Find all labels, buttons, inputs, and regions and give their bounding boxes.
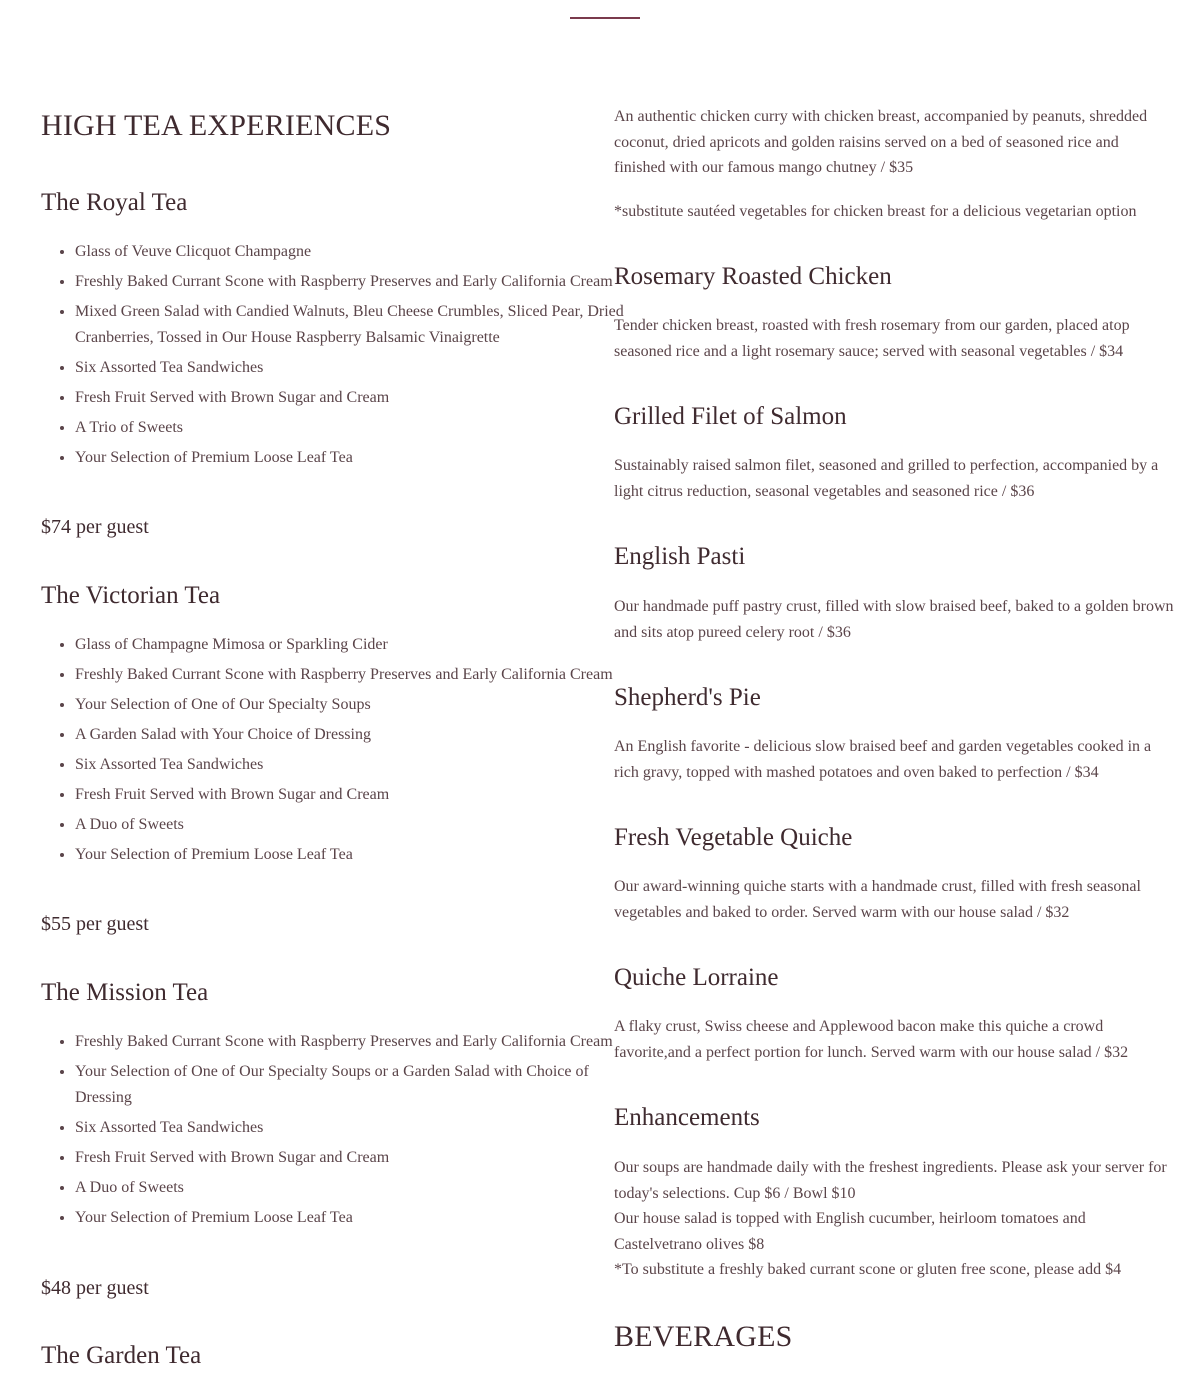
enhancement-salad: Our house salad is topped with English cucumber, heirloom tomatoes and Castelvetrano olives $8 [614,1210,1086,1253]
entree-title-rosemary-chicken: Rosemary Roasted Chicken [614,263,892,290]
list-item: • Your Selection of One of Our Specialty Soups or a Garden Salad with Choice of Dressing [75,1059,635,1110]
list-item: • Freshly Baked Currant Scone with Raspberry Preserves and Early California Cream [75,1029,635,1055]
list-item: • Six Assorted Tea Sandwiches [75,1115,635,1141]
victorian-tea-price: $55 per guest [41,913,149,935]
garden-tea-title: The Garden Tea [41,1342,202,1369]
list-item: • Your Selection of One of Our Specialty Soups [75,692,635,718]
entree-desc-vegetable-quiche: Our award-winning quiche starts with a handmade crust, filled with fresh seasonal vegetables and baked to order. Served warm with our house salad / $32 [614,878,1141,921]
list-item: • Freshly Baked Currant Scone with Raspberry Preserves and Early California Cream [75,662,635,688]
list-item: • A Garden Salad with Your Choice of Dressing [75,722,635,748]
list-item: • A Duo of Sweets [75,1175,635,1201]
royal-tea-list [41,239,635,475]
list-item: • Mixed Green Salad with Candied Walnuts, Bleu Cheese Crumbles, Sliced Pear, Dried Cranberries, Tossed in Our House Raspberry Balsamic Vinaigrette [75,299,635,350]
mission-tea-list [41,1029,635,1235]
victorian-tea-title: The Victorian Tea [41,582,221,609]
enhancements-title: Enhancements [614,1104,760,1131]
list-item: • Freshly Baked Currant Scone with Raspberry Preserves and Early California Cream [75,269,635,295]
curry-description: An authentic chicken curry with chicken breast, accompanied by peanuts, shredded coconut, dried apricots and golden raisins served on a bed of seasoned rice and finished with our famous mango chutney / $35 [614,108,1148,176]
entree-desc-salmon: Sustainably raised salmon filet, seasoned and grilled to perfection, accompanied by a light citrus reduction, seasonal vegetables and seasoned rice / $36 [614,457,1159,500]
list-item: • Fresh Fruit Served with Brown Sugar and Cream [75,385,635,411]
entree-title-salmon: Grilled Filet of Salmon [614,403,847,430]
royal-tea-price: $74 per guest [41,516,149,538]
enhancement-scone: *To substitute a freshly baked currant scone or gluten free scone, please add $4 [614,1261,1122,1278]
entree-title-vegetable-quiche: Fresh Vegetable Quiche [614,824,853,851]
top-divider [570,17,640,19]
entree-desc-shepherds-pie: An English favorite - delicious slow braised beef and garden vegetables cooked in a rich gravy, topped with mashed potatoes and oven baked to perfection / $34 [614,738,1152,781]
entree-desc-quiche-lorraine: A flaky crust, Swiss cheese and Applewood bacon make this quiche a crowd favorite,and a perfect portion for lunch. Served warm with our house salad / $32 [614,1018,1129,1061]
beverages-heading: BEVERAGES [614,1320,793,1353]
curry-vegetarian-note: *substitute sautéed vegetables for chicken breast for a delicious vegetarian option [614,203,1137,220]
entree-desc-rosemary-chicken: Tender chicken breast, roasted with fresh rosemary from our garden, placed atop seasoned rice and a light rosemary sauce; served with seasonal vegetables / $34 [614,317,1130,360]
list-item: • A Trio of Sweets [75,415,635,441]
entree-desc-english-pasti: Our handmade puff pastry crust, filled with slow braised beef, baked to a golden brown and sits atop pureed celery root / $36 [614,598,1174,641]
high-tea-heading: HIGH TEA EXPERIENCES [41,109,392,142]
list-item: • Fresh Fruit Served with Brown Sugar and Cream [75,782,635,808]
enhancement-soups: Our soups are handmade daily with the freshest ingredients. Please ask your server for today's selections. Cup $6 / Bowl $10 [614,1159,1167,1202]
list-item: • Fresh Fruit Served with Brown Sugar and Cream [75,1145,635,1171]
victorian-tea-list [41,632,635,872]
entree-title-shepherds-pie: Shepherd's Pie [614,684,761,711]
list-item: • A Duo of Sweets [75,812,635,838]
entree-title-quiche-lorraine: Quiche Lorraine [614,964,779,991]
list-item: • Six Assorted Tea Sandwiches [75,355,635,381]
mission-tea-price: $48 per guest [41,1277,149,1299]
list-item: • Your Selection of Premium Loose Leaf Tea [75,445,635,471]
list-item: • Glass of Champagne Mimosa or Sparkling Cider [75,632,635,658]
entree-title-english-pasti: English Pasti [614,543,746,570]
list-item: • Six Assorted Tea Sandwiches [75,752,635,778]
royal-tea-title: The Royal Tea [41,189,188,216]
mission-tea-title: The Mission Tea [41,979,209,1006]
list-item: • Glass of Veuve Clicquot Champagne [75,239,635,265]
list-item: • Your Selection of Premium Loose Leaf Tea [75,1205,635,1231]
list-item: • Your Selection of Premium Loose Leaf Tea [75,842,635,868]
